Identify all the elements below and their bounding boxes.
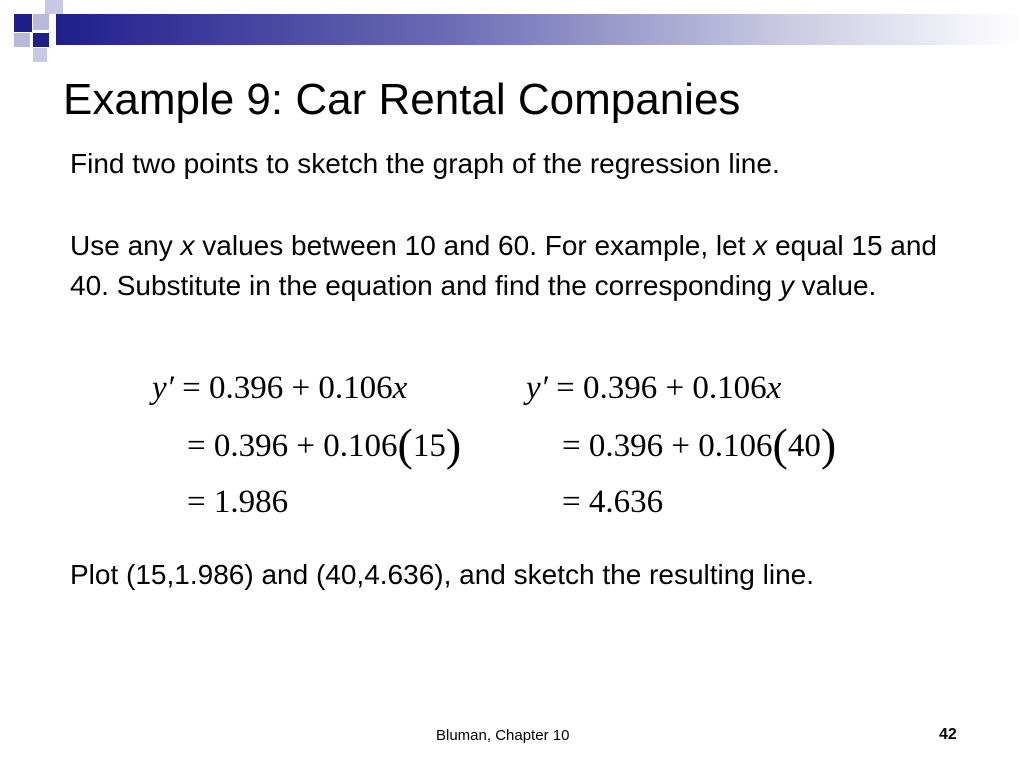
deco-square-3 bbox=[45, 0, 63, 14]
p2-text-d: value. bbox=[793, 270, 877, 301]
p2-var-x1: x bbox=[180, 230, 195, 261]
left-eq-line-3 bbox=[187, 483, 288, 521]
left-close-paren: ) bbox=[445, 419, 462, 470]
left-eq-substitution: = 0.396 + 0.106 bbox=[187, 428, 398, 464]
left-eq-var: x bbox=[392, 370, 408, 406]
right-close-paren: ) bbox=[820, 419, 837, 470]
deco-square-6 bbox=[33, 48, 47, 62]
deco-square-1 bbox=[14, 14, 32, 32]
right-eq-line-1 bbox=[526, 369, 781, 407]
deco-square-2 bbox=[33, 14, 49, 30]
p2-text-a: Use any bbox=[70, 230, 181, 261]
right-eq-line-2 bbox=[562, 419, 837, 470]
right-eq-arg: 40 bbox=[787, 428, 821, 464]
p2-var-y: y bbox=[779, 270, 794, 301]
right-eq-substitution: = 0.396 + 0.106 bbox=[562, 428, 773, 464]
p2-text-c: equal 15 and 40. Substitute in the equation and find the corresponding bbox=[70, 230, 938, 301]
p2-var-x2: x bbox=[753, 230, 768, 261]
plot-instruction: Plot (15,1.986) and (40,4.636), and sketch the resulting line. bbox=[70, 559, 815, 590]
deco-square-4 bbox=[33, 33, 49, 47]
right-eq-lhs: y′ bbox=[526, 370, 548, 406]
right-eq-line-3 bbox=[562, 483, 663, 521]
left-eq-lhs: y′ bbox=[152, 370, 174, 406]
p2-text-b: values between 10 and 60. For example, let bbox=[194, 230, 754, 261]
left-eq-expression: = 0.396 + 0.106 bbox=[182, 370, 393, 406]
header-gradient-bar bbox=[56, 14, 1024, 45]
right-open-paren: ( bbox=[772, 419, 788, 470]
right-eq-expression: = 0.396 + 0.106 bbox=[556, 370, 767, 406]
right-eq-result: = 4.636 bbox=[562, 484, 664, 520]
footer-source: Bluman, Chapter 10 bbox=[436, 727, 570, 744]
left-eq-line-1 bbox=[152, 369, 407, 407]
left-eq-arg: 15 bbox=[412, 428, 446, 464]
left-eq-line-2 bbox=[187, 419, 462, 470]
deco-square-5 bbox=[14, 33, 30, 47]
right-eq-var: x bbox=[766, 370, 782, 406]
substitution-paragraph bbox=[70, 226, 950, 306]
slide-title: Example 9: Car Rental Companies bbox=[63, 75, 741, 124]
header-decoration bbox=[0, 0, 1024, 70]
left-open-paren: ( bbox=[397, 419, 413, 470]
left-eq-result: = 1.986 bbox=[187, 484, 289, 520]
page-number: 42 bbox=[939, 726, 957, 743]
instruction-paragraph: Find two points to sketch the graph of the regression line. bbox=[70, 148, 780, 179]
